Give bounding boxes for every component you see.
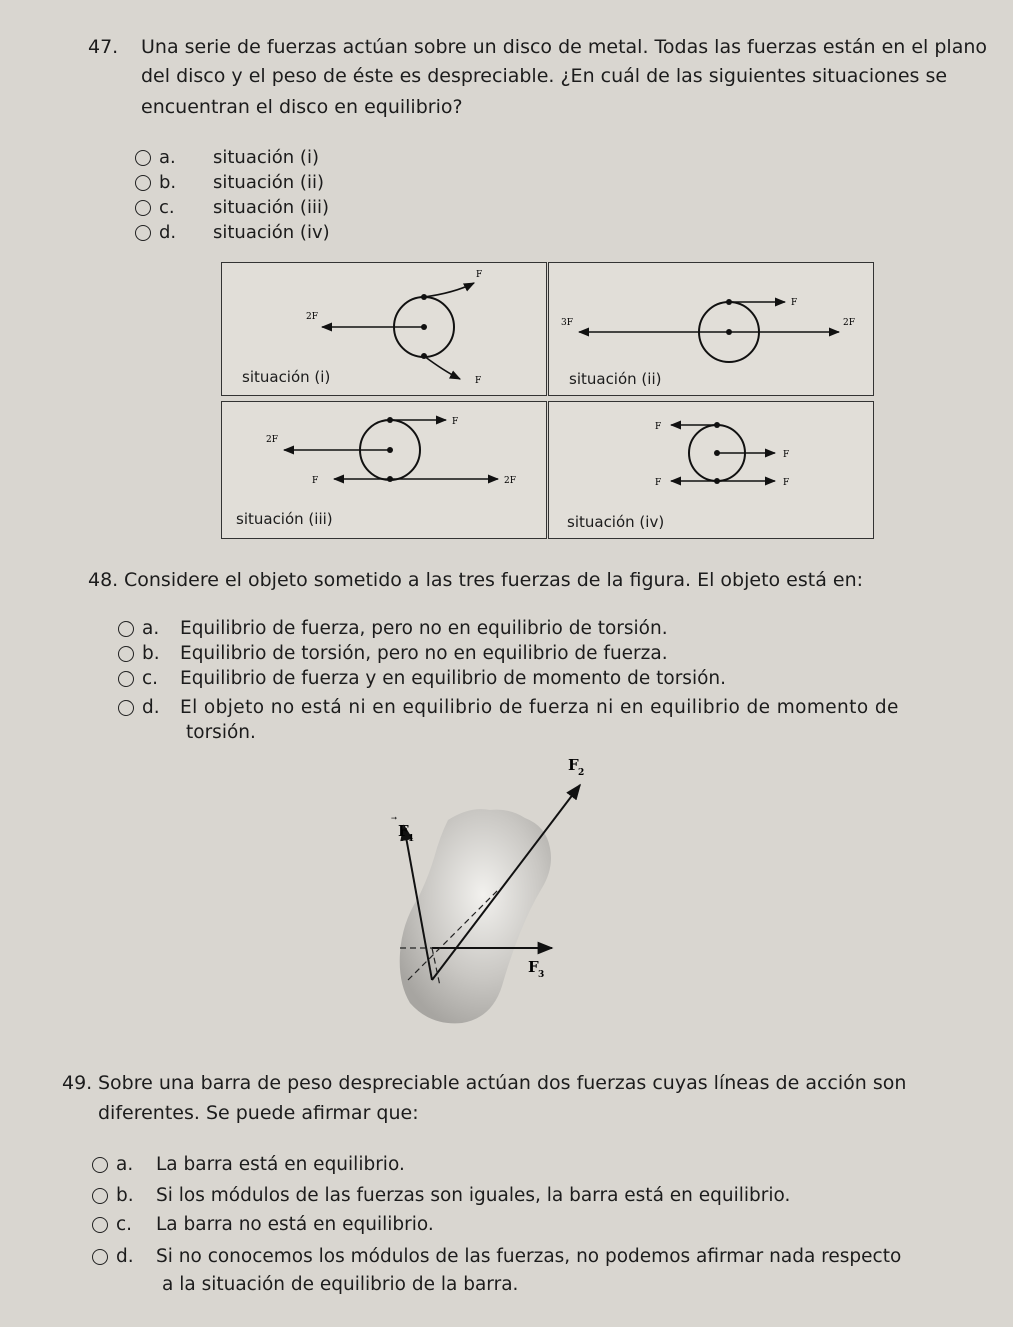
radio-icon[interactable] xyxy=(135,200,151,216)
situation-ii-label: situación (ii) xyxy=(569,370,662,388)
radio-icon[interactable] xyxy=(118,671,134,687)
q47-line2: del disco y el peso de éste es despreciable. ¿En cuál de las siguientes situaciones se xyxy=(141,65,948,87)
q48-option-c[interactable]: c. Equilibrio de fuerza y en equilibrio de momento de torsión. xyxy=(118,667,726,691)
object-shape xyxy=(400,809,551,1023)
q49-option-b[interactable]: b. Si los módulos de las fuerzas son iguales, la barra está en equilibrio. xyxy=(92,1184,790,1208)
situation-ii-panel xyxy=(548,262,874,396)
force-label: F xyxy=(783,450,790,460)
radio-icon[interactable] xyxy=(92,1157,108,1173)
radio-icon[interactable] xyxy=(92,1188,108,1204)
q47-number: 47. xyxy=(88,36,119,58)
radio-icon[interactable] xyxy=(118,621,134,637)
force-label: F xyxy=(475,376,482,386)
q48-option-d-cont: torsión. xyxy=(186,722,256,743)
q48-text: Considere el objeto sometido a las tres fuerzas de la figura. El objeto está en: xyxy=(124,569,864,591)
situation-iii-panel xyxy=(221,401,547,539)
radio-icon[interactable] xyxy=(135,150,151,166)
force-f2-label: F xyxy=(568,756,579,774)
situation-i-panel xyxy=(221,262,547,396)
q49-option-c[interactable]: c. La barra no está en equilibrio. xyxy=(92,1213,434,1237)
q47-line1: Una serie de fuerzas actúan sobre un disco de metal. Todas las fuerzas están en el plano xyxy=(141,36,988,58)
q48-option-a[interactable]: a. Equilibrio de fuerza, pero no en equilibrio de torsión. xyxy=(118,617,668,641)
force-label: 2F xyxy=(306,312,318,322)
q47-option-c[interactable]: c. situación (iii) xyxy=(135,196,329,220)
force-f1-label: F xyxy=(398,822,409,840)
force-label: F xyxy=(452,417,459,427)
q49-number: 49. xyxy=(62,1072,93,1094)
q47-option-b[interactable]: b. situación (ii) xyxy=(135,171,324,195)
radio-icon[interactable] xyxy=(118,700,134,716)
situation-iii-label: situación (iii) xyxy=(236,510,333,528)
situation-iv-panel xyxy=(548,401,874,539)
force-label: F xyxy=(783,478,790,488)
force-label: 2F xyxy=(843,318,855,328)
radio-icon[interactable] xyxy=(135,175,151,191)
q49-line2: diferentes. Se puede afirmar que: xyxy=(98,1102,419,1124)
q49-option-d[interactable]: d. Si no conocemos los módulos de las fuerzas, no podemos afirmar nada respecto xyxy=(92,1245,901,1269)
q49-line1: Sobre una barra de peso despreciable actúan dos fuerzas cuyas líneas de acción son xyxy=(98,1072,907,1094)
q47-option-d[interactable]: d. situación (iv) xyxy=(135,221,330,245)
vector-arrow-icon xyxy=(391,816,397,820)
q48-number: 48. xyxy=(88,569,119,591)
force-label: F xyxy=(655,478,662,488)
q49-option-a[interactable]: a. La barra está en equilibrio. xyxy=(92,1153,405,1177)
situation-iv-label: situación (iv) xyxy=(567,513,665,531)
q48-option-b[interactable]: b. Equilibrio de torsión, pero no en equilibrio de fuerza. xyxy=(118,642,668,666)
q47-line3: encuentran el disco en equilibrio? xyxy=(141,96,463,118)
force-label: 3F xyxy=(561,318,573,328)
radio-icon[interactable] xyxy=(118,646,134,662)
force-f2-subscript: 2 xyxy=(578,768,585,778)
force-label: 2F xyxy=(504,476,516,486)
force-label: F xyxy=(655,422,662,432)
force-label: F xyxy=(476,270,483,280)
force-label: 2F xyxy=(266,435,278,445)
radio-icon[interactable] xyxy=(135,225,151,241)
q49-option-d-cont: a la situación de equilibrio de la barra. xyxy=(162,1274,519,1295)
force-f3-label: F xyxy=(528,958,539,976)
situation-i-label: situación (i) xyxy=(242,368,331,386)
q48-option-d[interactable]: d. El objeto no está ni en equilibrio de fuerza ni en equilibrio de momento de xyxy=(118,696,899,720)
force-f1-subscript: 1 xyxy=(408,834,415,844)
radio-icon[interactable] xyxy=(92,1217,108,1233)
radio-icon[interactable] xyxy=(92,1249,108,1265)
q47-option-a[interactable]: a. situación (i) xyxy=(135,146,319,170)
q48-figure xyxy=(370,748,630,1033)
force-label: F xyxy=(791,298,798,308)
force-label: F xyxy=(312,476,319,486)
force-f3-subscript: 3 xyxy=(538,970,545,980)
